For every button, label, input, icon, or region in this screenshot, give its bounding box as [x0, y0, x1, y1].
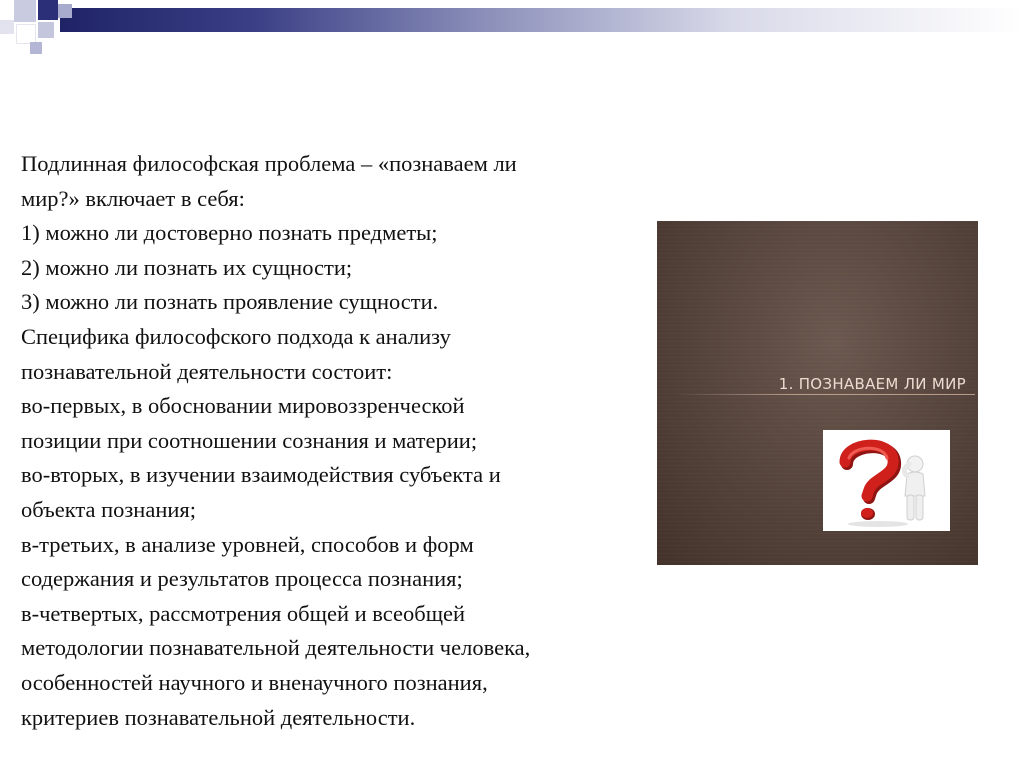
caption-divider	[675, 394, 975, 395]
header-gradient-bar	[60, 8, 1024, 32]
text-line: Специфика философского подхода к анализу	[21, 323, 451, 349]
decor-square	[38, 22, 54, 38]
text-line: познавательной деятельности состоит:	[21, 358, 393, 384]
illustration-panel	[657, 221, 978, 565]
text-line: содержания и результатов процесса познания;	[21, 566, 463, 592]
decor-square	[30, 42, 42, 54]
decor-square	[14, 0, 36, 22]
text-line: критериев познавательной деятельности.	[21, 704, 416, 730]
text-line: 3) можно ли познать проявление сущности.	[21, 289, 439, 315]
question-mark-photo	[823, 430, 950, 531]
decor-square	[58, 4, 72, 18]
decor-square	[0, 20, 14, 34]
text-line: объекта познания;	[21, 496, 197, 522]
slide-body-text	[21, 147, 681, 735]
text-line: позиции при соотношении сознания и материи;	[21, 427, 478, 453]
text-line: во-первых, в обосновании мировоззренческой	[21, 393, 465, 419]
text-line: в-четвертых, рассмотрения общей и всеобщей	[21, 600, 466, 626]
text-line: Подлинная философская проблема – «познаваем ли	[21, 151, 517, 176]
question-mark-figure-icon	[823, 430, 950, 531]
text-line: в-третьих, в анализе уровней, способов и форм	[21, 531, 474, 557]
illustration-caption: 1. ПОЗНАВАЕМ ЛИ МИР	[778, 375, 966, 393]
text-line: во-вторых, в изучении взаимодействия субъекта и	[21, 462, 501, 488]
text-line: 2) можно ли познать их сущности;	[21, 254, 353, 280]
decor-square	[16, 24, 36, 44]
text-line: 1) можно ли достоверно познать предметы;	[21, 220, 438, 246]
text-line: мир?» включает в себя:	[21, 185, 245, 211]
decor-square	[38, 0, 58, 20]
text-line: методологии познавательной деятельности человека,	[21, 635, 531, 661]
text-line: особенностей научного и вненаучного познания,	[21, 669, 488, 695]
